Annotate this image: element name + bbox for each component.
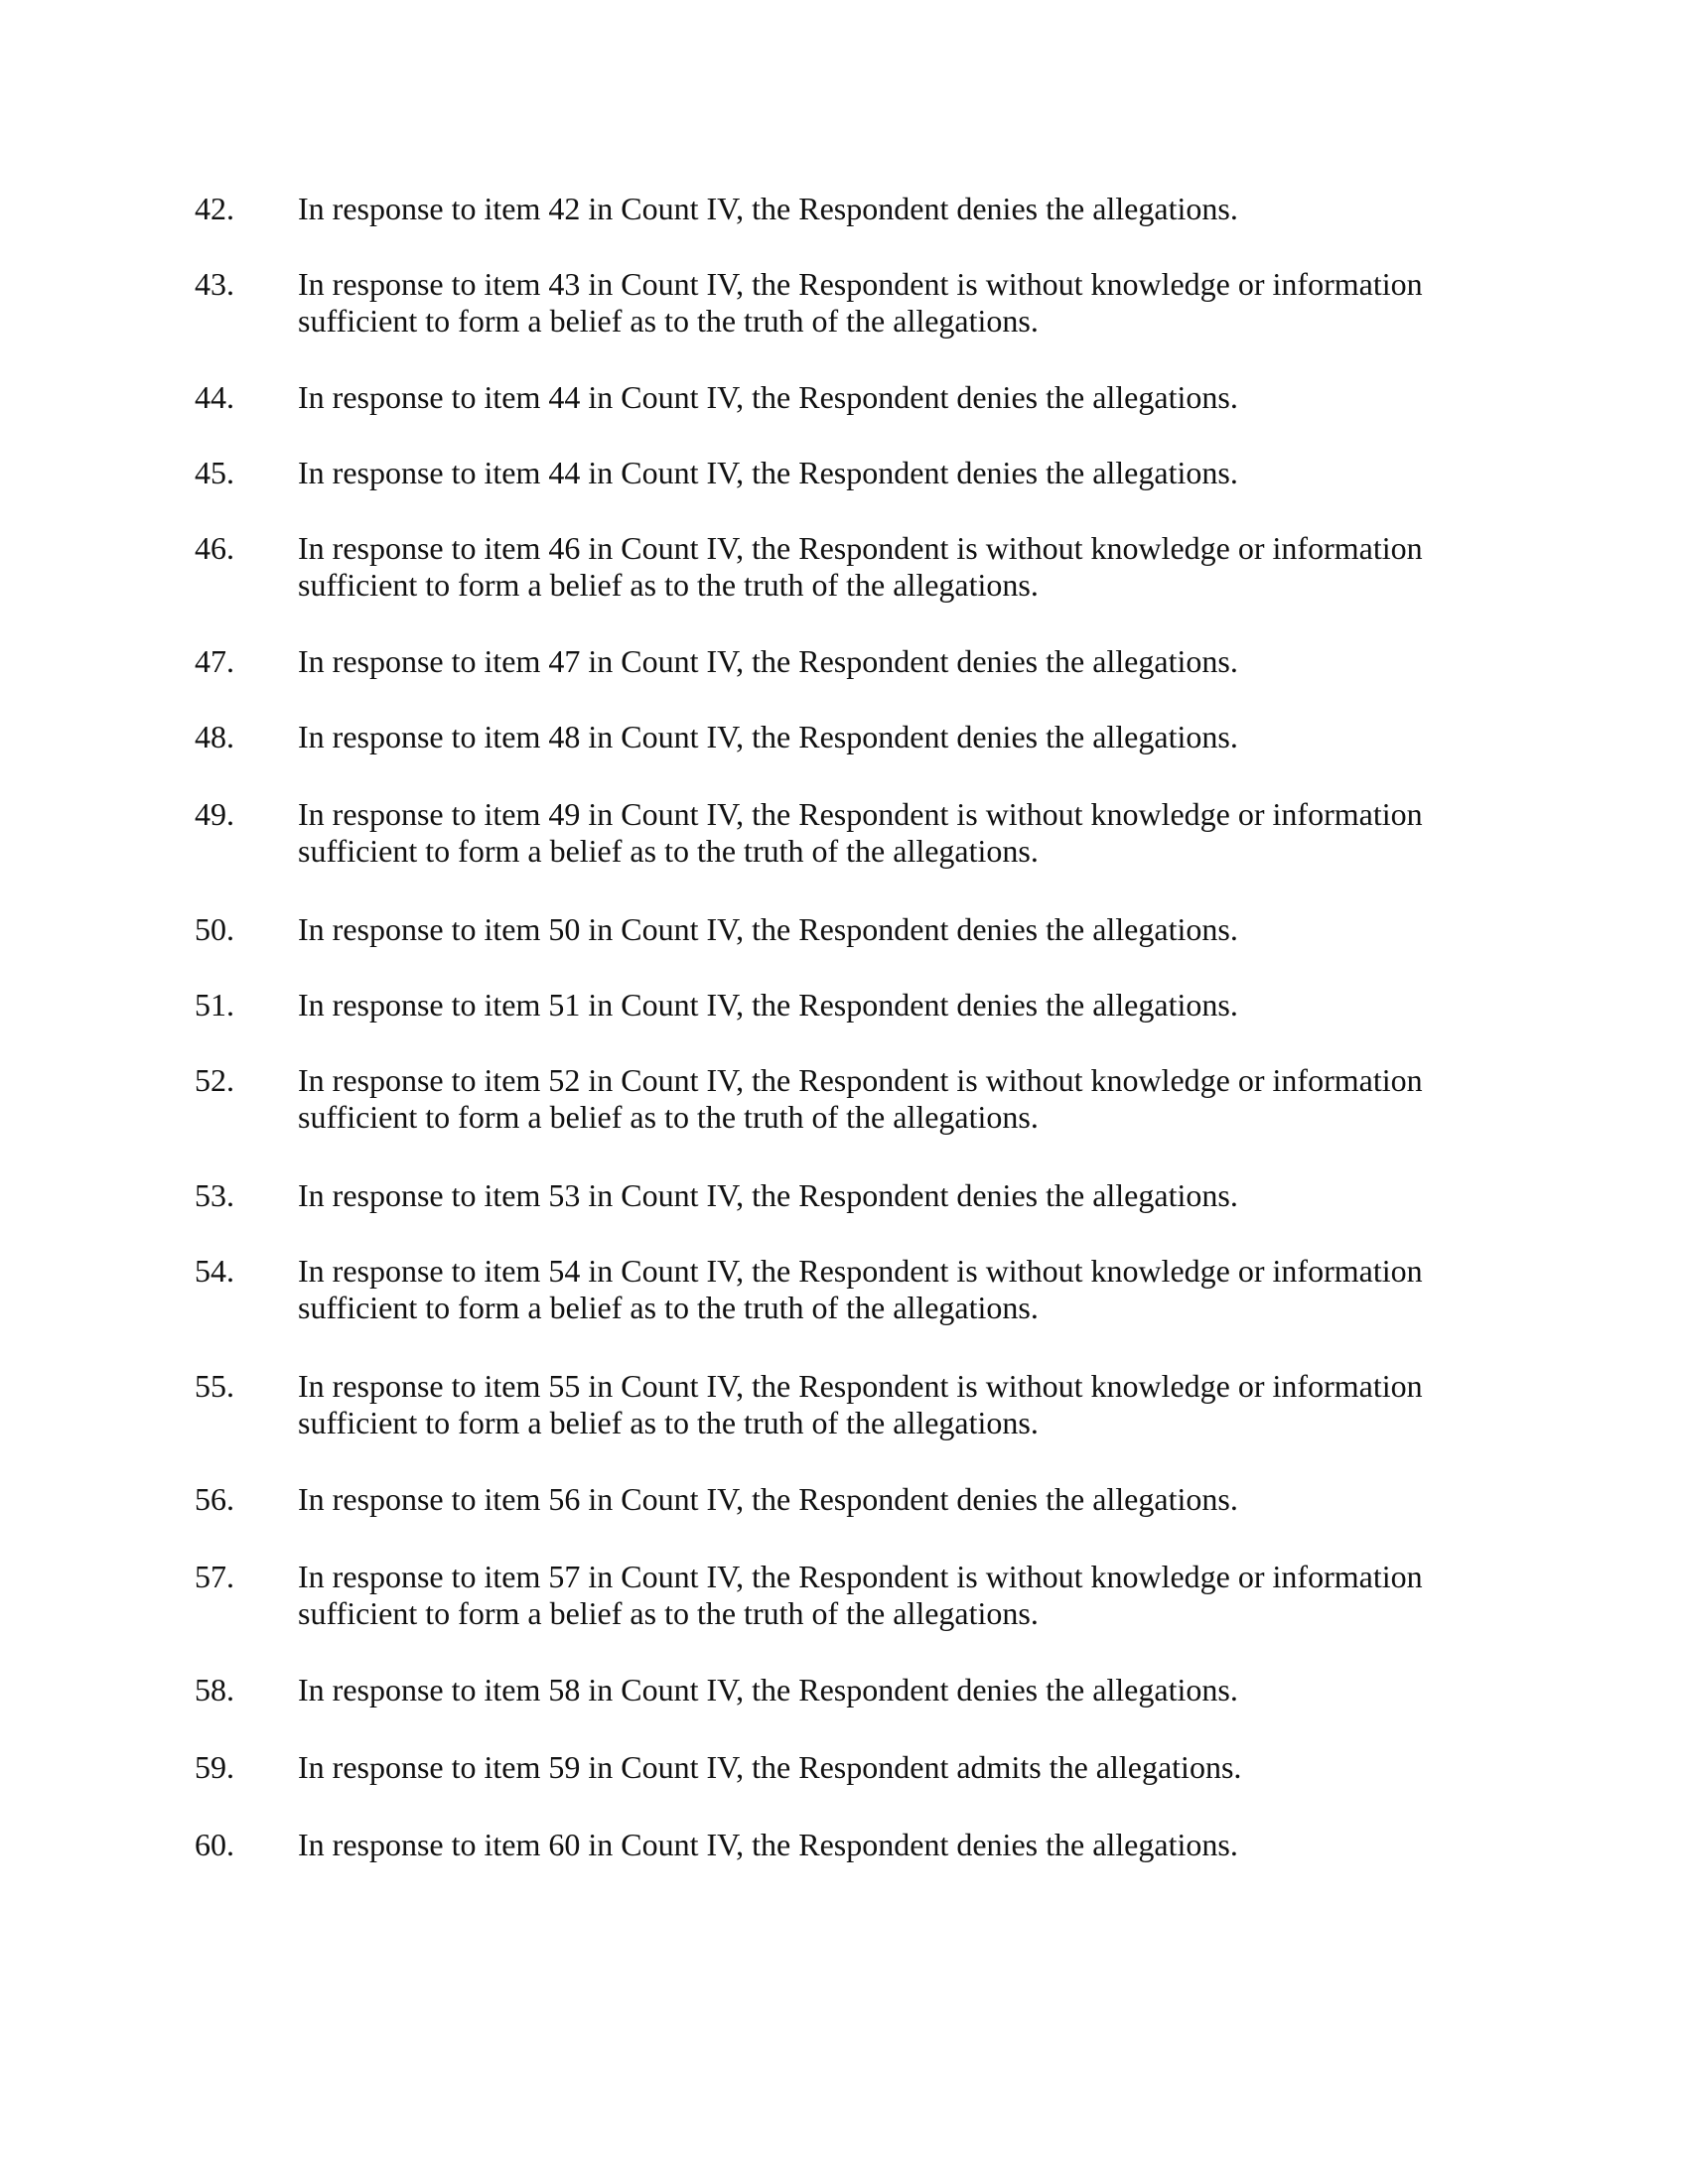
paragraph-text: In response to item 48 in Count IV, the Respondent denies the allegations. [298, 719, 1238, 754]
paragraph-number: 55. [195, 1368, 234, 1404]
paragraph-text: In response to item 43 in Count IV, the Respondent is without knowledge or information sufficient to form a belief as to the truth of the allegations. [298, 266, 1423, 339]
paragraph-text: In response to item 44 in Count IV, the Respondent denies the allegations. [298, 455, 1238, 490]
paragraph-number: 60. [195, 1827, 234, 1862]
paragraph-number: 42. [195, 191, 234, 226]
paragraph-number: 51. [195, 987, 234, 1023]
paragraph-text: In response to item 47 in Count IV, the Respondent denies the allegations. [298, 643, 1238, 679]
paragraph-text: In response to item 54 in Count IV, the Respondent is without knowledge or information sufficient to form a belief as to the truth of the allegations. [298, 1253, 1423, 1325]
paragraph-number: 57. [195, 1559, 234, 1594]
paragraph-number: 54. [195, 1253, 234, 1289]
paragraph-number: 58. [195, 1672, 234, 1707]
paragraph-number: 45. [195, 455, 234, 490]
paragraph-text: In response to item 59 in Count IV, the Respondent admits the allegations. [298, 1749, 1242, 1785]
paragraph-text: In response to item 52 in Count IV, the Respondent is without knowledge or information sufficient to form a belief as to the truth of the allegations. [298, 1062, 1423, 1135]
paragraph-text: In response to item 51 in Count IV, the Respondent denies the allegations. [298, 987, 1238, 1023]
paragraph-number: 44. [195, 379, 234, 415]
paragraph-number: 47. [195, 643, 234, 679]
paragraph-text: In response to item 49 in Count IV, the Respondent is without knowledge or information sufficient to form a belief as to the truth of the allegations. [298, 796, 1423, 869]
paragraph-number: 49. [195, 796, 234, 832]
paragraph-text: In response to item 58 in Count IV, the Respondent denies the allegations. [298, 1672, 1238, 1707]
paragraph-number: 56. [195, 1481, 234, 1517]
paragraph-text: In response to item 50 in Count IV, the Respondent denies the allegations. [298, 911, 1238, 947]
paragraph-text: In response to item 46 in Count IV, the Respondent is without knowledge or information sufficient to form a belief as to the truth of the allegations. [298, 530, 1423, 603]
paragraph-text: In response to item 56 in Count IV, the Respondent denies the allegations. [298, 1481, 1238, 1517]
paragraph-text: In response to item 55 in Count IV, the Respondent is without knowledge or information sufficient to form a belief as to the truth of the allegations. [298, 1368, 1423, 1440]
paragraph-number: 50. [195, 911, 234, 947]
paragraph-text: In response to item 60 in Count IV, the Respondent denies the allegations. [298, 1827, 1238, 1862]
paragraph-number: 52. [195, 1062, 234, 1098]
paragraph-text: In response to item 57 in Count IV, the Respondent is without knowledge or information sufficient to form a belief as to the truth of the allegations. [298, 1559, 1423, 1631]
paragraph-text: In response to item 42 in Count IV, the Respondent denies the allegations. [298, 191, 1238, 226]
paragraph-number: 53. [195, 1177, 234, 1213]
paragraph-text: In response to item 44 in Count IV, the Respondent denies the allegations. [298, 379, 1238, 415]
paragraph-number: 43. [195, 266, 234, 302]
paragraph-number: 46. [195, 530, 234, 566]
paragraph-text: In response to item 53 in Count IV, the Respondent denies the allegations. [298, 1177, 1238, 1213]
paragraph-number: 48. [195, 719, 234, 754]
paragraph-number: 59. [195, 1749, 234, 1785]
